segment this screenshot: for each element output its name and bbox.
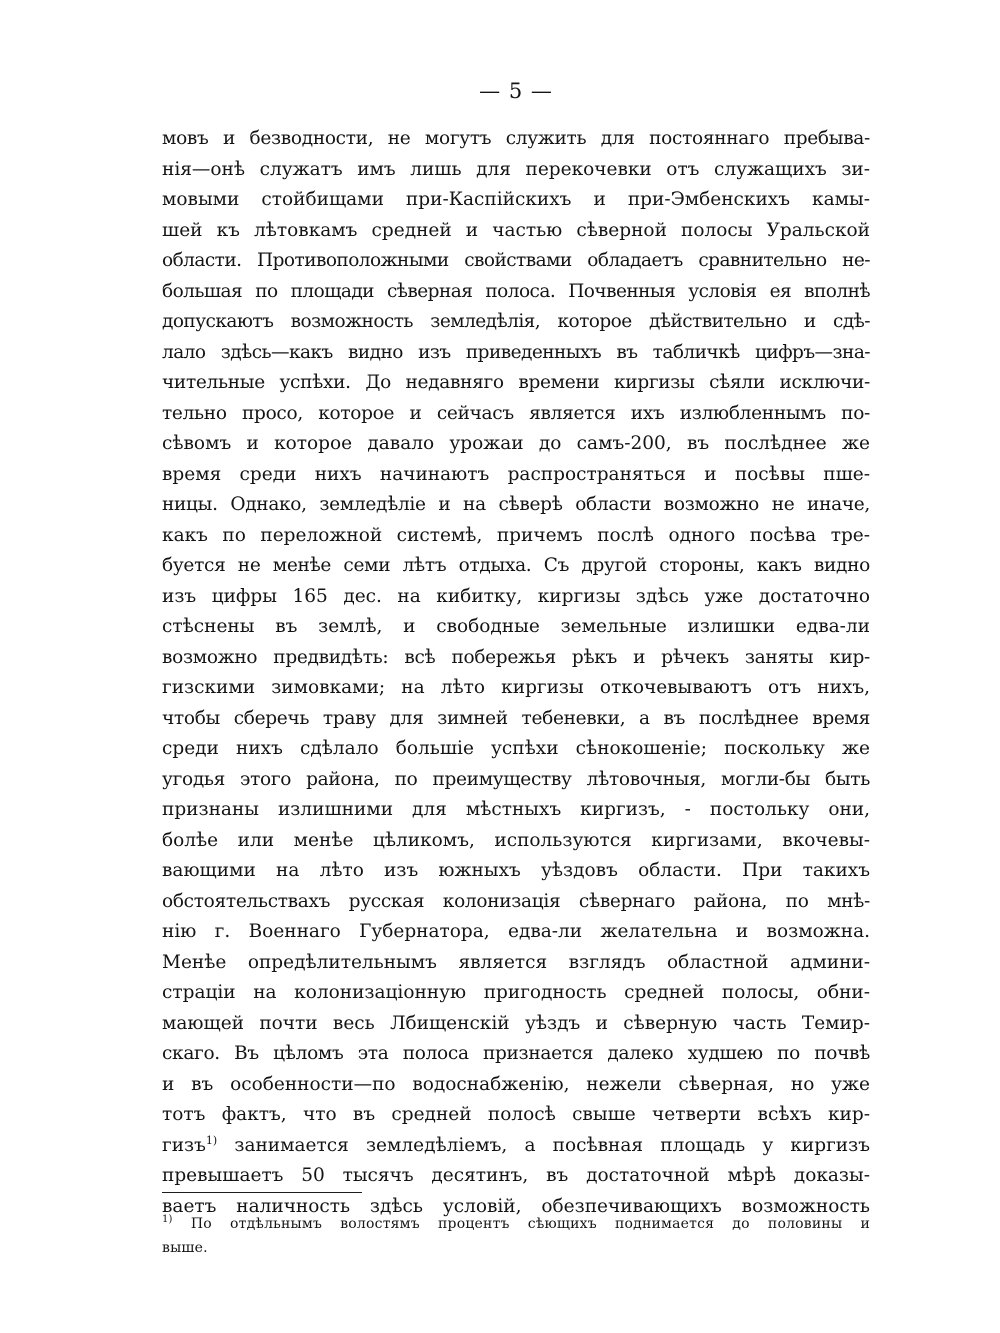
text-line: мовыми стойбищами при-Каспійскихъ и при-Эмбенскихъ камы- [162, 189, 870, 210]
text-line: допускаютъ возможность земледѣлія, которое дѣйствительно и сдѣ- [162, 311, 870, 332]
text-line: обстоятельствахъ русская колонизація сѣвернаго района, по мнѣ- [162, 890, 870, 912]
text-line: нію г. Военнаго Губернатора, едва-ли желательна и возможна. [162, 921, 870, 942]
body-text [162, 124, 870, 1222]
text-line: чительные успѣхи. До недавняго времени киргизы сѣяли исключи- [162, 372, 870, 393]
text-line: признаны излишними для мѣстныхъ киргизъ, - постольку они, [162, 799, 870, 820]
page-number: — 5 — [479, 79, 553, 103]
footnote-divider [162, 1192, 362, 1193]
text-line: скаго. Въ цѣломъ эта полоса признается далеко худшею по почвѣ [162, 1043, 870, 1064]
text-line: Менѣе опредѣлительнымъ является взглядъ областной админи- [162, 951, 870, 973]
text-line: мовъ и безводности, не могутъ служить для постояннаго пребыва- [162, 128, 870, 149]
text-line: среди нихъ сдѣлало большіе успѣхи сѣнокошеніе; поскольку же [162, 738, 870, 759]
text-line: болѣе или менѣе цѣликомъ, используются киргизами, вкочевы- [162, 829, 870, 851]
text-line: угодья этого района, по преимуществу лѣтовочныя, могли-бы быть [162, 768, 870, 790]
text-line: и въ особенности—по водоснабженію, нежели сѣверная, но уже [162, 1073, 870, 1095]
text-line: какъ по переложной системѣ, причемъ послѣ одного посѣва тре- [162, 524, 870, 546]
text-line-with-footnote-ref [162, 1131, 870, 1162]
text-line: страціи на колонизаціонную пригодность средней полосы, обни- [162, 982, 870, 1003]
text-line: сѣвомъ и которое давало урожаи до самъ-200, въ послѣднее же [162, 433, 870, 454]
text-line: области. Противоположными свойствами обладаетъ сравнительно не- [162, 250, 870, 271]
text-line: время среди нихъ начинаютъ распространяться и посѣвы пше- [162, 463, 870, 485]
footnote-reference[interactable]: 1) [205, 1133, 218, 1147]
footnote-mark: 1) [162, 1214, 173, 1225]
text-line: ваетъ наличность здѣсь условій, обезпечивающихъ возможность [162, 1195, 870, 1217]
text-line: тотъ фактъ, что въ средней полосѣ свыше четверти всѣхъ кир- [162, 1104, 870, 1125]
text-line: чтобы сберечь траву для зимней тебеневки, а въ послѣднее время [162, 707, 870, 729]
footnote-line [162, 1212, 870, 1236]
footnote-line: выше. [162, 1240, 208, 1256]
text-line: буется не менѣе семи лѣтъ отдыха. Съ другой стороны, какъ видно [162, 555, 870, 576]
text-line: превышаетъ 50 тысячъ десятинъ, въ достаточной мѣрѣ доказы- [162, 1165, 870, 1186]
footnote-text: По отдѣльнымъ волостямъ процентъ сѣющихъ поднимается до половины и [172, 1216, 870, 1232]
text-line: тельно просо, которое и сейчасъ является ихъ излюбленнымъ по- [162, 402, 870, 424]
text-line: возможно предвидѣть: всѣ побережья рѣкъ и рѣчекъ заняты кир- [162, 646, 870, 668]
text-line: гизскими зимовками; на лѣто киргизы откочевываютъ отъ нихъ, [162, 677, 870, 698]
text-line: лало здѣсь—какъ видно изъ приведенныхъ въ табличкѣ цифръ—зна- [162, 341, 870, 363]
text-fragment: гизъ [162, 1134, 206, 1156]
footnote [162, 1212, 870, 1260]
text-line: стѣснены въ землѣ, и свободные земельные излишки едва-ли [162, 616, 870, 637]
text-line: нія—онѣ служатъ имъ лишь для перекочевки отъ служащихъ зи- [162, 158, 870, 180]
text-line: шей къ лѣтовкамъ средней и частью сѣверной полосы Уральской [162, 219, 870, 241]
text-line: ницы. Однако, земледѣліе и на сѣверѣ области возможно не иначе, [162, 494, 870, 515]
text-line: вающими на лѣто изъ южныхъ уѣздовъ области. При такихъ [162, 860, 870, 881]
text-line: мающей почти весь Лбищенскій уѣздъ и сѣверную часть Темир- [162, 1012, 870, 1034]
text-fragment: занимается земледѣліемъ, а посѣвная площадь у киргизъ [217, 1134, 870, 1156]
text-line: большая по площади сѣверная полоса. Почвенныя условія ея вполнѣ [162, 280, 870, 302]
text-line: изъ цифры 165 дес. на кибитку, киргизы здѣсь уже достаточно [162, 585, 870, 607]
